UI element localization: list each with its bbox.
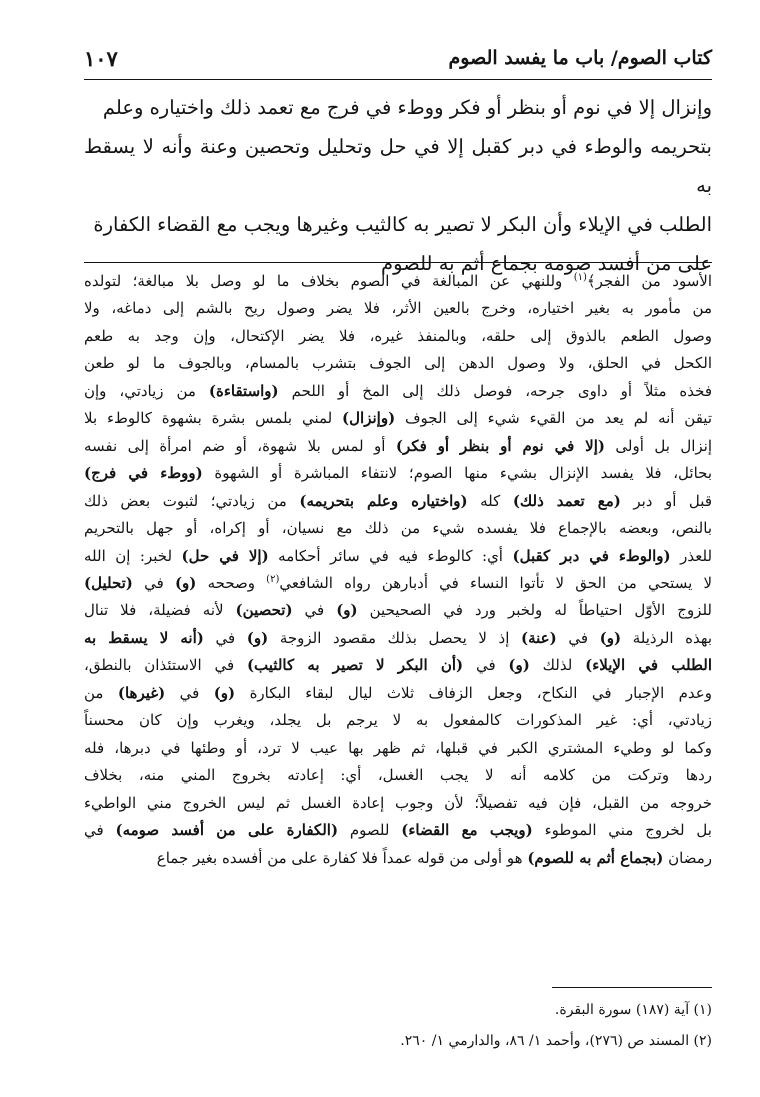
footnote-item: (٢) المسند ص (٢٧٦)، وأحمد ١/ ٨٦، والدارمي ١/ ٢٦٠. [400, 1033, 712, 1049]
page-header [84, 38, 712, 78]
commentary-segment: إذ لا يحصل بذلك مقصود الزوجة [268, 628, 521, 647]
commentary-segment: في [556, 628, 600, 647]
running-title: كتاب الصوم/ باب ما يفسد الصوم [448, 47, 712, 69]
commentary-line: ردها وتركت من كلامه أنه لا يجب الغسل، أي: إعادته بخروج المني منه، بخلاف [84, 766, 712, 785]
commentary-line: بالنص، وبعضه بالإجماع فلا يفسده شيء من ذلك مع نسيان، أو إكراه، أو جهل بالتحريم [84, 519, 712, 538]
commentary-segment: وصححه [196, 573, 267, 592]
commentary-segment: قبل أو دبر [620, 491, 712, 510]
commentary-line [84, 597, 712, 624]
matn-quote: (واستقاءة) [208, 381, 279, 400]
commentary-segment: وعدم الإجبار في النكاح، وجعل الزفاف ثلاث ليال لبقاء البكارة [235, 683, 712, 702]
commentary-segment: في [292, 601, 337, 620]
matn-quote: (عنة) [521, 628, 557, 647]
matn-quote: (و) [246, 628, 269, 647]
commentary-segment: وللنهي عن المبالغة في الصوم بخلاف ما لو وصل بلا مبالغة؛ لتولده [84, 272, 574, 290]
commentary-line: خروجه من القبل، فإن فيه تفصيلاً؛ لأن وجوب إعادة الغسل ثم ليس الخروج مني الواطيء [84, 793, 712, 812]
commentary-line [84, 433, 712, 460]
commentary-line [84, 460, 712, 487]
commentary-segment: في [132, 573, 175, 592]
footnote-ref[interactable]: (١) [573, 272, 587, 283]
footnote-rule [552, 987, 712, 988]
matn-quote: الطلب في الإيلاء) [585, 656, 712, 675]
commentary-line: زيادتي، أي: غير المذكورات كالمفعول به لا يرجم بل يجلد، ويغرب وإن كان محسناً [84, 711, 712, 730]
commentary-segment: بحائل، فلا يفسد الإنزال بشيء منها الصوم؛ لانتفاء المباشرة أو الشهوة [202, 464, 712, 483]
matn-quote: (مع تعمد ذلك) [512, 491, 621, 510]
commentary-line [84, 378, 712, 405]
matn-quote: (تحليل) [84, 573, 133, 592]
commentary-segment: بل لخروج مني الموطوء [532, 821, 712, 840]
matn-quote: (الكفارة على من أفسد صومه) [115, 821, 339, 840]
matn-quote: (و) [599, 628, 622, 647]
commentary-line [84, 268, 712, 295]
commentary-line: من مأمور به بغير اختياره، وخرج بالعين الأثر، فلا يضر وصول ريح بالشم إلى دماغه، ولا [84, 299, 712, 318]
commentary-segment: أو لمس بلا شهوة، أو ضم امرأة إلى نفسه [84, 436, 396, 455]
commentary-segment: فخذه مثلاً أو داوى جرحه، فوصل ذلك إلى المخ أو اللحم [278, 381, 712, 400]
matn-line: على من أفسد صومه بجماع أثم به للصوم [381, 252, 712, 275]
commentary-segment: بهذه الرذيلة [621, 628, 712, 647]
matn-line: بتحريمه والوطء في دبر كقبل إلا في حل وتحليل وتحصين وعنة وأنه لا يسقط به [84, 135, 712, 197]
commentary-segment: تيقن أنه لم يعد من القيء شيء إلى الجوف [395, 409, 712, 428]
footnote-item: (١) آية (١٨٧) سورة البقرة. [554, 1002, 712, 1018]
matn-quote: (واختياره وعلم بتحريمه) [299, 491, 468, 510]
matn-quote: (والوطء في دبر كقبل) [512, 546, 671, 565]
matn-quote: (بجماع أثم به للصوم) [527, 848, 664, 867]
matn-line: الطلب في الإيلاء وأن البكر لا تصير به كالثيب وغيرها ويجب مع القضاء الكفارة [93, 213, 712, 236]
commentary-line [84, 817, 712, 844]
header-rule [84, 79, 712, 80]
commentary-line [84, 570, 712, 597]
commentary-line [84, 680, 712, 707]
matn-text [84, 88, 712, 283]
commentary-segment: من زيادتي، وإن [84, 381, 209, 400]
commentary-line [84, 652, 712, 679]
commentary-line [84, 625, 712, 652]
commentary-line [84, 543, 712, 570]
matn-quote: (أن البكر لا تصير به كالثيب) [246, 656, 464, 675]
commentary-line: وكما لو وطيء المشتري الكبر في قبلها، ثم ظهر بها عيب لا ترد، أو وطئها في دبرها، فله [84, 738, 712, 757]
commentary-line: الكحل في الحلق، ولا وصول الدهن إلى الجوف بتشرب بالمسام، وبالجوف ما لو طعن [84, 354, 712, 373]
commentary-segment: في [84, 821, 116, 840]
commentary-segment: للزوج الأوّل احتياطاً له ولخبر ورد في الصحيحين [357, 601, 712, 620]
matn-quote: (و) [174, 573, 197, 592]
commentary-line [84, 488, 712, 515]
matn-quote: (و) [508, 656, 530, 675]
commentary-segment: لخبر: إن الله [84, 546, 182, 565]
footnote-ref[interactable]: (٢) [266, 573, 280, 585]
matn-quote: (إلا في نوم أو بنظر أو فكر) [395, 436, 605, 455]
commentary-segment: إنزال بل أولى [604, 436, 712, 455]
matn-quote: (ويجب مع القضاء) [401, 821, 533, 840]
matn-quote: (وإنزال) [342, 409, 396, 428]
matn-quote: (و) [213, 683, 236, 702]
commentary-segment: كله [467, 491, 513, 510]
commentary-segment: رمضان [663, 848, 712, 867]
commentary-segment: من زيادتي؛ لثبوت بعض ذلك [84, 491, 300, 510]
commentary-segment: هو أولى من قوله عمداً فلا كفارة على من أفسده بغير جماع [156, 848, 528, 867]
commentary-segment: في [463, 656, 509, 675]
matn-quote: (غيرها) [117, 683, 166, 702]
commentary-segment: في [165, 683, 214, 702]
commentary-segment: لذلك [529, 656, 586, 675]
sharh-commentary [84, 268, 712, 872]
page-number: ١٠٧ [84, 45, 118, 71]
footnotes [84, 995, 712, 1057]
commentary-segment: الأسود من الفجر﴾ [586, 272, 712, 290]
commentary-segment: للعذر [670, 546, 712, 565]
commentary-segment: أي: كالوطء فيه في سائر أحكامه [268, 546, 513, 565]
matn-quote: (إلا في حل) [181, 546, 269, 565]
commentary-line [84, 845, 712, 872]
matn-quote: (تحصين) [235, 601, 293, 620]
commentary-segment: لا يستحي من الحق لا تأتوا النساء في أدبارهن رواه الشافعي [279, 573, 712, 592]
matn-quote: (ووطء في فرج) [84, 464, 203, 483]
section-divider [84, 262, 712, 263]
commentary-segment: في [203, 628, 247, 647]
matn-line: وإنزال إلا في نوم أو بنظر أو فكر ووطء في فرج مع تعمد ذلك واختياره وعلم [102, 96, 712, 119]
commentary-segment: في الاستئذان بالنطق، [84, 656, 247, 675]
commentary-segment: لأنه فضيلة، فلا تنال [84, 601, 236, 620]
matn-quote: (و) [336, 601, 358, 620]
commentary-line [84, 405, 712, 432]
commentary-line: وصول الطعم بالذوق إلى حلقه، وبالمنفذ غيره، فلا يضر الإكتحال، وإن وجد به طعم [84, 326, 712, 345]
commentary-segment: لمني بلمس بشرة بشهوة كالوطء بلا [84, 409, 343, 428]
matn-quote: (أنه لا يسقط به [84, 628, 204, 647]
commentary-segment: للصوم [338, 821, 402, 840]
commentary-segment: من [84, 683, 118, 702]
